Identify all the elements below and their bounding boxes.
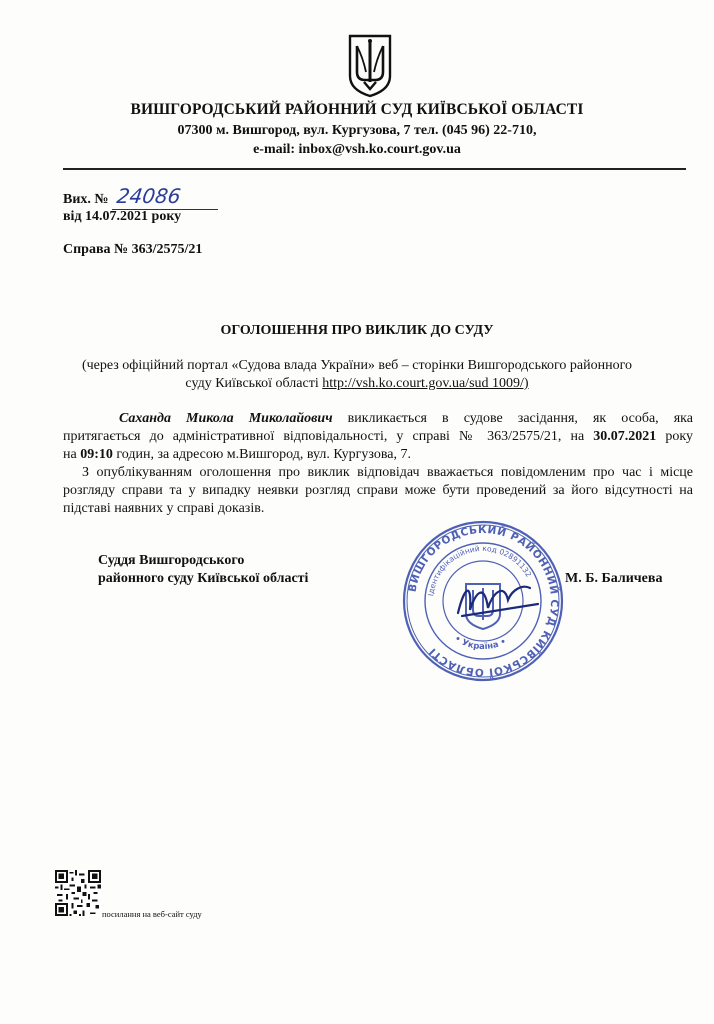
- qr-caption: посилання на веб-сайт суду: [102, 909, 202, 919]
- qr-code-icon[interactable]: [55, 870, 101, 916]
- notice-title: ОГОЛОШЕННЯ ПРО ВИКЛИК ДО СУДУ: [220, 323, 494, 338]
- svg-text:• Україна •: [452, 634, 508, 652]
- body-text: викликається в судове засідання, як особа, яка: [332, 411, 693, 426]
- judge-signature-icon: [458, 587, 538, 616]
- outgoing-date: від 14.07.2021 року: [63, 209, 182, 224]
- outgoing-number-handwritten: 24086: [115, 184, 183, 208]
- judge-position-line1: Суддя Вишгородського: [98, 553, 245, 568]
- body-text: годин, за адресою м.Вишгород, вул. Кургузова, 7.: [112, 447, 412, 462]
- hearing-date: 30.07.2021: [593, 429, 657, 444]
- stamp-inner-text: Ідентифікаційний код 02891132: [426, 543, 534, 597]
- notice-subtitle-line1: (через офіційний портал «Судова влада України» веб – сторінки Вишгородського районного: [81, 358, 633, 373]
- court-name: ВИШГОРОДСЬКИЙ РАЙОННИЙ СУД КИЇВСЬКОЇ ОБЛАСТІ: [130, 101, 584, 118]
- judge-name: М. Б. Баличева: [565, 571, 663, 586]
- stamp-bottom-text: • Україна •: [452, 633, 509, 653]
- outgoing-number-label: Вих. №: [63, 192, 109, 207]
- notice-subtitle-prefix: суду Київської області: [185, 376, 323, 391]
- body-paragraph2-line1: З опублікуванням оголошення про виклик відповідач вважається повідомленим про час і місце: [82, 465, 693, 480]
- case-number: Справа № 363/2575/21: [63, 242, 203, 257]
- body-paragraph1-line2: [63, 429, 693, 445]
- body-paragraph1-line1: [63, 411, 693, 427]
- body-text: притягається до адміністративної відповідальності, у справі № 363/2575/21, на: [63, 429, 594, 444]
- court-portal-link[interactable]: http://vsh.ko.court.gov.ua/sud 1009/): [322, 376, 529, 391]
- body-text: року: [656, 429, 693, 444]
- person-name: Саханда Микола Миколайович: [119, 411, 333, 426]
- judge-position-line2: районного суду Київської області: [98, 571, 309, 586]
- stamp-outer-text: ВИШГОРОДСЬКИЙ РАЙОННИЙ СУД КИЇВСЬКОЇ ОБЛАСТІ: [406, 523, 561, 679]
- hearing-time: 09:10: [80, 447, 113, 462]
- court-seal-stamp: [400, 518, 566, 684]
- header-divider: [63, 168, 686, 170]
- body-paragraph2-line2: розгляду справи та у випадку неявки розгляд справи може бути проведений за його відсутності на: [63, 483, 693, 498]
- notice-subtitle-line2: [0, 376, 714, 392]
- body-text: на: [63, 447, 81, 462]
- body-paragraph2-line3: підставі наявних у справі доказів.: [63, 501, 265, 516]
- court-email: e-mail: inbox@vsh.ko.court.gov.ua: [253, 142, 461, 157]
- body-paragraph1-line3: [63, 447, 693, 463]
- trident-icon: [344, 32, 396, 98]
- court-address: 07300 м. Вишгород, вул. Кургузова, 7 тел. (045 96) 22-710,: [177, 123, 537, 138]
